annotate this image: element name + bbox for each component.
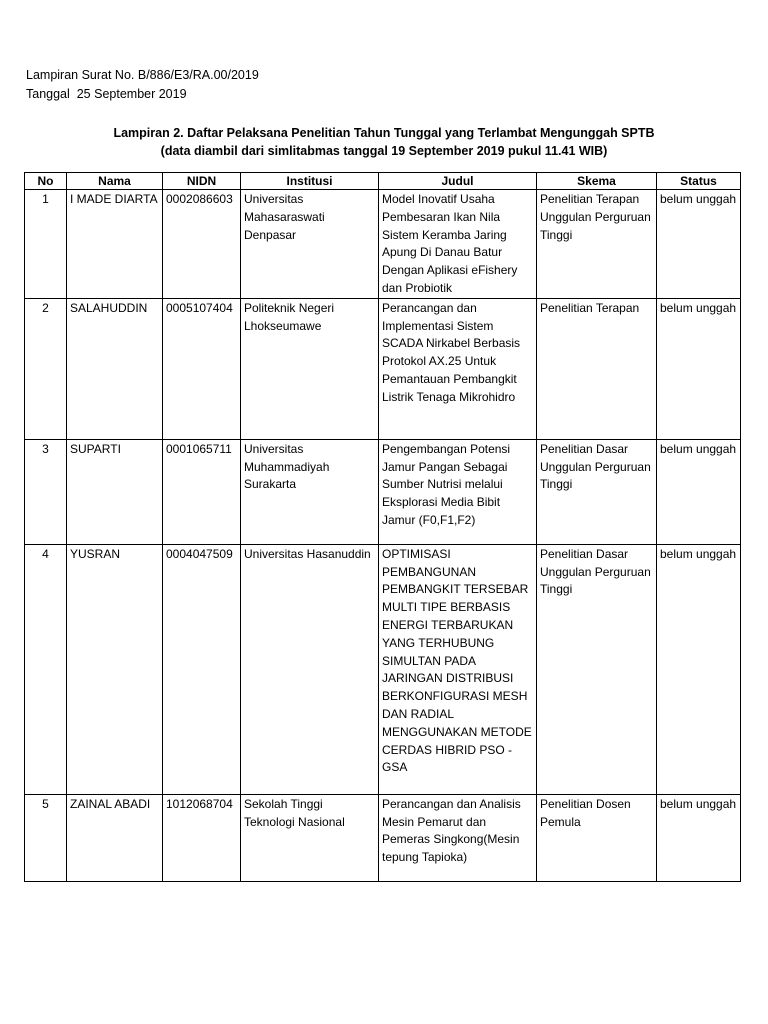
- table-header-row: [25, 173, 741, 190]
- cell-skema: Penelitian Terapan: [537, 298, 657, 439]
- cell-nidn: 0005107404: [163, 298, 241, 439]
- cell-status: belum unggah: [657, 190, 741, 299]
- cell-status: belum unggah: [657, 794, 741, 881]
- cell-nidn: 1012068704: [163, 794, 241, 881]
- cell-nama: YUSRAN: [67, 544, 163, 794]
- cell-status: belum unggah: [657, 439, 741, 544]
- cell-institusi: Universitas Mahasaraswati Denpasar: [241, 190, 379, 299]
- table-row: [25, 298, 741, 439]
- column-header-status: Status: [657, 173, 741, 190]
- cell-judul: Perancangan dan Analisis Mesin Pemarut dan Pemeras Singkong(Mesin tepung Tapioka): [379, 794, 537, 881]
- document-title: [0, 124, 768, 160]
- letter-header: [26, 66, 259, 104]
- column-header-nidn: NIDN: [163, 173, 241, 190]
- researcher-table: [24, 172, 741, 882]
- cell-nama: SALAHUDDIN: [67, 298, 163, 439]
- column-header-skema: Skema: [537, 173, 657, 190]
- letter-date: Tanggal 25 September 2019: [26, 87, 187, 101]
- cell-no: 2: [25, 298, 67, 439]
- column-header-judul: Judul: [379, 173, 537, 190]
- column-header-no: No: [25, 173, 67, 190]
- cell-institusi: Politeknik Negeri Lhokseumawe: [241, 298, 379, 439]
- cell-skema: Penelitian Dasar Unggulan Perguruan Tinggi: [537, 439, 657, 544]
- table-row: [25, 794, 741, 881]
- cell-nama: ZAINAL ABADI: [67, 794, 163, 881]
- cell-nama: I MADE DIARTA: [67, 190, 163, 299]
- column-header-nama: Nama: [67, 173, 163, 190]
- table-row: [25, 190, 741, 299]
- cell-status: belum unggah: [657, 298, 741, 439]
- cell-no: 3: [25, 439, 67, 544]
- cell-no: 5: [25, 794, 67, 881]
- cell-institusi: Universitas Muhammadiyah Surakarta: [241, 439, 379, 544]
- cell-judul: OPTIMISASI PEMBANGUNAN PEMBANGKIT TERSEBAR MULTI TIPE BERBASIS ENERGI TERBARUKAN YANG TERHUBUNG SIMULTAN PADA JARINGAN DISTRIBUSI BERKONFIGURASI MESH DAN RADIAL MENGGUNAKAN METODE CERDAS HIBRID PSO - GSA: [379, 544, 537, 794]
- cell-skema: Penelitian Dasar Unggulan Perguruan Tinggi: [537, 544, 657, 794]
- cell-nidn: 0002086603: [163, 190, 241, 299]
- cell-nidn: 0001065711: [163, 439, 241, 544]
- cell-institusi: Universitas Hasanuddin: [241, 544, 379, 794]
- cell-no: 1: [25, 190, 67, 299]
- cell-institusi: Sekolah Tinggi Teknologi Nasional: [241, 794, 379, 881]
- cell-judul: Model Inovatif Usaha Pembesaran Ikan Nila Sistem Keramba Jaring Apung Di Danau Batur Dengan Aplikasi eFishery dan Probiotik: [379, 190, 537, 299]
- title-line-2: (data diambil dari simlitabmas tanggal 19 September 2019 pukul 11.41 WIB): [160, 144, 608, 158]
- cell-status: belum unggah: [657, 544, 741, 794]
- column-header-institusi: Institusi: [241, 173, 379, 190]
- table-row: [25, 544, 741, 794]
- cell-judul: Perancangan dan Implementasi Sistem SCADA Nirkabel Berbasis Protokol AX.25 Untuk Pemantauan Pembangkit Listrik Tenaga Mikrohidro: [379, 298, 537, 439]
- cell-nama: SUPARTI: [67, 439, 163, 544]
- cell-nidn: 0004047509: [163, 544, 241, 794]
- table-row: [25, 439, 741, 544]
- letter-reference: Lampiran Surat No. B/886/E3/RA.00/2019: [26, 68, 259, 82]
- title-line-1: Lampiran 2. Daftar Pelaksana Penelitian Tahun Tunggal yang Terlambat Mengunggah SPTB: [113, 126, 655, 140]
- cell-no: 4: [25, 544, 67, 794]
- cell-judul: Pengembangan Potensi Jamur Pangan Sebagai Sumber Nutrisi melalui Eksplorasi Media Bibit Jamur (F0,F1,F2): [379, 439, 537, 544]
- cell-skema: Penelitian Dosen Pemula: [537, 794, 657, 881]
- cell-skema: Penelitian Terapan Unggulan Perguruan Tinggi: [537, 190, 657, 299]
